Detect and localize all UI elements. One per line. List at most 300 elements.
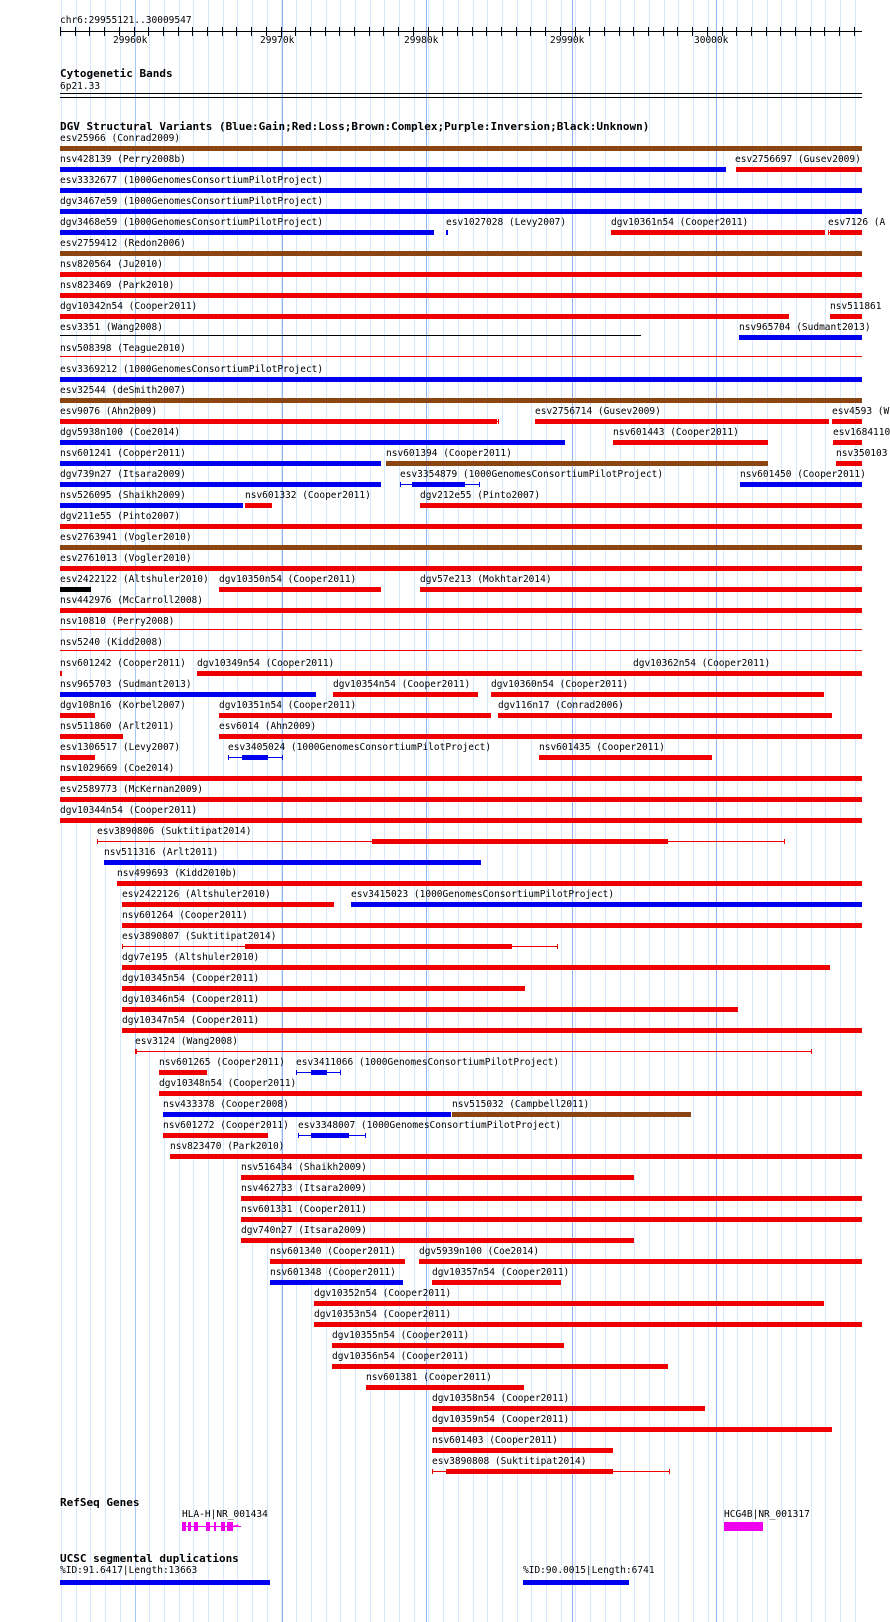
variant-span-cap xyxy=(557,944,558,949)
variant-label[interactable]: esv3890807 (Suktitipat2014) xyxy=(122,931,277,942)
grid-line xyxy=(340,0,341,1622)
variant-label[interactable]: nsv601403 (Cooper2011) xyxy=(432,1435,558,1446)
variant-span-cap xyxy=(228,755,229,760)
grid-line xyxy=(311,0,312,1622)
ruler-tick xyxy=(736,27,737,36)
variant-label[interactable]: nsv499693 (Kidd2010b) xyxy=(117,868,238,879)
variant-label[interactable]: dgv10357n54 (Cooper2011) xyxy=(432,1267,570,1278)
ruler-tick xyxy=(589,27,590,36)
grid-line-major xyxy=(716,0,717,1622)
variant-label[interactable]: dgv10349n54 (Cooper2011) xyxy=(197,658,335,669)
variant-bar[interactable] xyxy=(366,1385,524,1390)
variant-label[interactable]: nsv442976 (McCarroll2008) xyxy=(60,595,203,606)
ruler-tick xyxy=(178,27,179,36)
ruler-tick xyxy=(163,27,164,36)
variant-bar[interactable] xyxy=(117,881,862,886)
variant-bar[interactable] xyxy=(740,482,862,487)
ruler-tick xyxy=(854,27,855,36)
refseq-track-title: RefSeq Genes xyxy=(60,1496,140,1509)
variant-label[interactable]: dgv10344n54 (Cooper2011) xyxy=(60,805,198,816)
ruler-tick xyxy=(236,27,237,36)
variant-label[interactable]: nsv965704 (Sudmant2013) xyxy=(739,322,871,333)
variant-bar[interactable] xyxy=(60,608,862,613)
variant-label[interactable]: nsv511316 (Arlt2011) xyxy=(104,847,219,858)
variant-label[interactable]: nsv462733 (Itsara2009) xyxy=(241,1183,367,1194)
variant-bar[interactable] xyxy=(60,587,91,592)
variant-label[interactable]: dgv10358n54 (Cooper2011) xyxy=(432,1393,570,1404)
variant-label[interactable]: dgv10351n54 (Cooper2011) xyxy=(219,700,357,711)
variant-bar[interactable] xyxy=(245,503,272,508)
variant-bar[interactable] xyxy=(832,419,862,424)
grid-line xyxy=(811,0,812,1622)
variant-bar[interactable] xyxy=(60,818,862,823)
variant-label[interactable]: nsv601272 (Cooper2011) xyxy=(163,1120,289,1131)
variant-label[interactable]: nsv601340 (Cooper2011) xyxy=(270,1246,396,1257)
variant-bar[interactable] xyxy=(446,230,448,235)
gene-exon xyxy=(221,1522,225,1531)
gene-strand-arrow-icon: → xyxy=(233,1520,239,1531)
variant-bar[interactable] xyxy=(611,230,825,235)
variant-bar[interactable] xyxy=(122,923,862,928)
segdup-track-title: UCSC segmental duplications xyxy=(60,1552,239,1565)
variant-bar[interactable] xyxy=(245,944,512,949)
ruler-tick xyxy=(751,27,752,36)
variant-bar[interactable] xyxy=(60,251,862,256)
segdup-label[interactable]: %ID:90.0015|Length:6741 xyxy=(523,1565,655,1576)
variant-span-cap xyxy=(296,1070,297,1075)
variant-label[interactable]: nsv601348 (Cooper2011) xyxy=(270,1267,396,1278)
variant-bar[interactable] xyxy=(432,1280,561,1285)
variant-label[interactable]: esv2589773 (McKernan2009) xyxy=(60,784,203,795)
variant-bar[interactable] xyxy=(60,545,862,550)
variant-bar[interactable] xyxy=(60,734,123,739)
cytoband-track-title: Cytogenetic Bands xyxy=(60,67,173,80)
variant-span-cap xyxy=(669,1469,670,1474)
ruler-tick xyxy=(383,27,384,36)
variant-bar[interactable] xyxy=(491,692,824,697)
variant-span-cap xyxy=(298,1133,299,1138)
ruler-tick xyxy=(251,27,252,36)
variant-label[interactable]: dgv10356n54 (Cooper2011) xyxy=(332,1351,470,1362)
variant-bar[interactable] xyxy=(163,1133,268,1138)
variant-label[interactable]: nsv601381 (Cooper2011) xyxy=(366,1372,492,1383)
variant-label[interactable]: esv7126 (A xyxy=(828,217,886,228)
variant-bar[interactable] xyxy=(332,1343,564,1348)
grid-line xyxy=(252,0,253,1622)
variant-label[interactable]: esv3890806 (Suktitipat2014) xyxy=(97,826,252,837)
variant-label[interactable]: nsv10810 (Perry2008) xyxy=(60,616,175,627)
variant-label[interactable]: nsv601394 (Cooper2011) xyxy=(386,448,512,459)
variant-bar[interactable] xyxy=(420,587,862,592)
variant-bar[interactable] xyxy=(122,1007,738,1012)
variant-bar[interactable] xyxy=(60,398,862,403)
variant-label[interactable]: dgv212e55 (Pinto2007) xyxy=(420,490,541,501)
variant-bar[interactable] xyxy=(539,755,712,760)
variant-label[interactable]: dgv5939n100 (Coe2014) xyxy=(419,1246,540,1257)
ruler-tick-label: 29960k xyxy=(113,35,148,46)
variant-bar[interactable] xyxy=(333,692,478,697)
variant-bar[interactable] xyxy=(60,671,62,676)
variant-bar[interactable] xyxy=(446,1469,613,1474)
variant-label[interactable]: esv6014 (Ahn2009) xyxy=(219,721,317,732)
variant-label[interactable]: esv3415023 (1000GenomesConsortiumPilotProject) xyxy=(351,889,615,900)
variant-label[interactable]: dgv3467e59 (1000GenomesConsortiumPilotProject) xyxy=(60,196,324,207)
variant-bar[interactable] xyxy=(122,965,830,970)
variant-label[interactable]: nsv601435 (Cooper2011) xyxy=(539,742,665,753)
ruler-tick xyxy=(457,27,458,36)
grid-line xyxy=(781,0,782,1622)
variant-bar[interactable] xyxy=(836,461,862,466)
variant-label[interactable]: dgv10350n54 (Cooper2011) xyxy=(219,574,357,585)
variant-label[interactable]: dgv211e55 (Pinto2007) xyxy=(60,511,181,522)
variant-bar[interactable] xyxy=(122,902,334,907)
variant-bar[interactable] xyxy=(241,1217,862,1222)
variant-label[interactable]: nsv823469 (Park2010) xyxy=(60,280,175,291)
ruler-tick xyxy=(810,27,811,36)
variant-bar[interactable] xyxy=(241,1175,634,1180)
variant-bar[interactable] xyxy=(314,1322,862,1327)
variant-bar[interactable] xyxy=(452,1112,691,1117)
variant-bar[interactable] xyxy=(60,692,316,697)
variant-label[interactable]: nsv428139 (Perry2008b) xyxy=(60,154,186,165)
grid-line xyxy=(678,0,679,1622)
variant-label[interactable]: dgv10355n54 (Cooper2011) xyxy=(332,1330,470,1341)
variant-bar[interactable] xyxy=(372,839,668,844)
variant-bar[interactable] xyxy=(242,755,268,760)
variant-bar[interactable] xyxy=(60,461,381,466)
variant-label[interactable]: esv2759412 (Redon2006) xyxy=(60,238,186,249)
variant-bar[interactable] xyxy=(412,482,465,487)
variant-label[interactable]: esv1306517 (Levy2007) xyxy=(60,742,181,753)
grid-line xyxy=(605,0,606,1622)
variant-bar[interactable] xyxy=(60,377,862,382)
ruler-tick xyxy=(369,27,370,36)
variant-label[interactable]: nsv601242 (Cooper2011) xyxy=(60,658,186,669)
variant-bar[interactable] xyxy=(420,503,862,508)
ruler-tick xyxy=(207,27,208,36)
variant-bar[interactable] xyxy=(432,1406,705,1411)
variant-label[interactable]: nsv511861 xyxy=(830,301,882,312)
variant-label[interactable]: esv2756714 (Gusev2009) xyxy=(535,406,661,417)
ruler-tick-label: 29970k xyxy=(260,35,295,46)
variant-label[interactable]: nsv1029669 (Coe2014) xyxy=(60,763,175,774)
variant-bar[interactable] xyxy=(60,314,789,319)
variant-bar[interactable] xyxy=(535,419,829,424)
grid-line xyxy=(208,0,209,1622)
variant-bar[interactable] xyxy=(60,713,95,718)
variant-label[interactable]: dgv3468e59 (1000GenomesConsortiumPilotProject) xyxy=(60,217,324,228)
variant-label[interactable]: esv3369212 (1000GenomesConsortiumPilotProject) xyxy=(60,364,324,375)
gene-exon xyxy=(182,1522,186,1531)
variant-label[interactable]: nsv601331 (Cooper2011) xyxy=(241,1204,367,1215)
variant-bar[interactable] xyxy=(386,461,768,466)
variant-label[interactable]: dgv57e213 (Mokhtar2014) xyxy=(420,574,552,585)
variant-label[interactable]: dgv10359n54 (Cooper2011) xyxy=(432,1414,570,1425)
variant-bar[interactable] xyxy=(60,146,862,151)
ruler-axis xyxy=(60,31,862,32)
grid-line xyxy=(531,0,532,1622)
grid-line xyxy=(634,0,635,1622)
ruler-tick xyxy=(148,27,149,36)
grid-line xyxy=(590,0,591,1622)
variant-bar[interactable] xyxy=(314,1301,824,1306)
ruler-tick xyxy=(766,27,767,36)
variant-label[interactable]: nsv820564 (Ju2010) xyxy=(60,259,163,270)
variant-bar[interactable] xyxy=(60,566,862,571)
grid-line xyxy=(796,0,797,1622)
variant-span-cap xyxy=(432,1469,433,1474)
ruler-tick xyxy=(295,27,296,36)
variant-bar[interactable] xyxy=(833,440,862,445)
variant-bar[interactable] xyxy=(122,1028,862,1033)
variant-label[interactable]: dgv10353n54 (Cooper2011) xyxy=(314,1309,452,1320)
variant-bar[interactable] xyxy=(60,230,434,235)
variant-label[interactable]: esv2422122 (Altshuler2010) xyxy=(60,574,209,585)
ruler-tick xyxy=(222,27,223,36)
variant-bar[interactable] xyxy=(122,986,525,991)
grid-line xyxy=(575,0,576,1622)
variant-label[interactable]: esv3890808 (Suktitipat2014) xyxy=(432,1456,587,1467)
variant-label[interactable]: dgv740n27 (Itsara2009) xyxy=(241,1225,367,1236)
variant-label[interactable]: dgv10345n54 (Cooper2011) xyxy=(122,973,260,984)
variant-span-cap xyxy=(365,1133,366,1138)
grid-line xyxy=(767,0,768,1622)
variant-bar[interactable] xyxy=(60,776,862,781)
grid-line-major xyxy=(572,0,573,1622)
variant-bar[interactable] xyxy=(60,167,726,172)
ruler-tick xyxy=(325,27,326,36)
variant-bar[interactable] xyxy=(60,188,862,193)
variant-label[interactable]: esv2763941 (Vogler2010) xyxy=(60,532,192,543)
variant-label[interactable]: nsv601265 (Cooper2011) xyxy=(159,1057,285,1068)
gene-label[interactable]: HCG4B|NR_001317 xyxy=(724,1509,810,1520)
variant-bar[interactable] xyxy=(270,1259,405,1264)
variant-span-cap xyxy=(97,839,98,844)
grid-line xyxy=(355,0,356,1622)
grid-line xyxy=(237,0,238,1622)
variant-label[interactable]: nsv433378 (Cooper2008) xyxy=(163,1099,289,1110)
variant-label[interactable]: esv3411066 (1000GenomesConsortiumPilotProject) xyxy=(296,1057,560,1068)
grid-line xyxy=(326,0,327,1622)
variant-label[interactable]: dgv108n16 (Korbel2007) xyxy=(60,700,186,711)
variant-label[interactable]: dgv10348n54 (Cooper2011) xyxy=(159,1078,297,1089)
ruler-tick xyxy=(472,27,473,36)
variant-label[interactable]: esv3332677 (1000GenomesConsortiumPilotProject) xyxy=(60,175,324,186)
gene-exon xyxy=(188,1522,191,1531)
ruler-tick xyxy=(663,27,664,36)
variant-bar[interactable] xyxy=(219,713,491,718)
variant-label[interactable]: esv3348007 (1000GenomesConsortiumPilotProject) xyxy=(298,1120,562,1131)
variant-span-cap xyxy=(498,419,499,424)
variant-bar[interactable] xyxy=(60,419,497,424)
ruler-tick xyxy=(75,27,76,36)
track-separator xyxy=(60,97,862,98)
variant-span-cap xyxy=(479,482,480,487)
variant-bar[interactable] xyxy=(419,1259,862,1264)
variant-label[interactable]: dgv7e195 (Altshuler2010) xyxy=(122,952,260,963)
variant-label[interactable]: dgv10347n54 (Cooper2011) xyxy=(122,1015,260,1026)
variant-bar[interactable] xyxy=(60,209,862,214)
ruler-tick xyxy=(648,27,649,36)
variant-bar[interactable] xyxy=(60,503,243,508)
variant-bar[interactable] xyxy=(311,1070,327,1075)
variant-bar[interactable] xyxy=(219,587,381,592)
variant-bar[interactable] xyxy=(830,230,862,235)
variant-label[interactable]: dgv739n27 (Itsara2009) xyxy=(60,469,186,480)
variant-bar[interactable] xyxy=(60,356,862,357)
variant-label[interactable]: esv2761013 (Vogler2010) xyxy=(60,553,192,564)
variant-bar[interactable] xyxy=(498,713,832,718)
variant-label[interactable]: esv4593 (W xyxy=(832,406,890,417)
variant-bar[interactable] xyxy=(135,1049,137,1054)
variant-label[interactable]: esv9076 (Ahn2009) xyxy=(60,406,158,417)
segdup-label[interactable]: %ID:91.6417|Length:13663 xyxy=(60,1565,198,1576)
grid-line xyxy=(281,0,282,1622)
variant-label[interactable]: nsv516434 (Shaikh2009) xyxy=(241,1162,367,1173)
grid-line xyxy=(267,0,268,1622)
ruler-tick xyxy=(310,27,311,36)
ruler-tick xyxy=(604,27,605,36)
variant-bar[interactable] xyxy=(219,734,862,739)
variant-label[interactable]: dgv10342n54 (Cooper2011) xyxy=(60,301,198,312)
variant-bar[interactable] xyxy=(332,1364,668,1369)
variant-bar[interactable] xyxy=(351,902,862,907)
variant-label[interactable]: esv32544 (deSmith2007) xyxy=(60,385,186,396)
variant-label[interactable]: nsv601264 (Cooper2011) xyxy=(122,910,248,921)
variant-label[interactable]: dgv10361n54 (Cooper2011) xyxy=(611,217,749,228)
variant-label[interactable]: dgv10346n54 (Cooper2011) xyxy=(122,994,260,1005)
ruler-tick xyxy=(839,27,840,36)
ruler-tick xyxy=(501,27,502,36)
variant-label[interactable]: nsv601450 (Cooper2011) xyxy=(740,469,866,480)
variant-label[interactable]: esv1027028 (Levy2007) xyxy=(446,217,567,228)
variant-bar[interactable] xyxy=(830,314,862,319)
variant-span-cap xyxy=(340,1070,341,1075)
variant-label[interactable]: dgv5938n100 (Coe2014) xyxy=(60,427,181,438)
variant-bar[interactable] xyxy=(60,293,862,298)
ruler-tick xyxy=(530,27,531,36)
variant-bar[interactable] xyxy=(736,167,862,172)
grid-line xyxy=(223,0,224,1622)
variant-bar[interactable] xyxy=(633,671,862,676)
variant-bar[interactable] xyxy=(60,335,641,336)
grid-line xyxy=(723,0,724,1622)
variant-bar[interactable] xyxy=(60,755,95,760)
ruler-tick xyxy=(339,27,340,36)
variant-label[interactable]: nsv601332 (Cooper2011) xyxy=(245,490,371,501)
ruler-tick xyxy=(692,27,693,36)
segdup-bar[interactable] xyxy=(523,1580,629,1585)
variant-bar[interactable] xyxy=(311,1133,349,1138)
variant-bar[interactable] xyxy=(60,797,862,802)
variant-label[interactable]: esv1684110 xyxy=(833,427,890,438)
gene-exon xyxy=(194,1522,198,1531)
variant-label[interactable]: nsv526095 (Shaikh2009) xyxy=(60,490,186,501)
variant-label[interactable]: esv2422126 (Altshuler2010) xyxy=(122,889,271,900)
variant-bar[interactable] xyxy=(159,1070,207,1075)
ruler-tick-label: 29980k xyxy=(404,35,439,46)
ruler-tick xyxy=(677,27,678,36)
ruler-tick xyxy=(486,27,487,36)
variant-label[interactable]: esv25966 (Conrad2009) xyxy=(60,133,181,144)
ruler-tick xyxy=(795,27,796,36)
variant-bar[interactable] xyxy=(432,1448,613,1453)
variant-label[interactable]: dgv10360n54 (Cooper2011) xyxy=(491,679,629,690)
variant-label[interactable]: dgv10352n54 (Cooper2011) xyxy=(314,1288,452,1299)
variant-label[interactable]: nsv515032 (Campbell2011) xyxy=(452,1099,590,1110)
grid-line xyxy=(664,0,665,1622)
variant-label[interactable]: nsv5240 (Kidd2008) xyxy=(60,637,163,648)
ruler-tick xyxy=(89,27,90,36)
variant-label[interactable]: nsv823470 (Park2010) xyxy=(170,1141,285,1152)
variant-bar[interactable] xyxy=(241,1238,634,1243)
gene-exon xyxy=(206,1522,210,1531)
variant-bar[interactable] xyxy=(60,650,862,651)
ruler-tick xyxy=(192,27,193,36)
gene-exon[interactable] xyxy=(724,1522,763,1531)
variant-bar[interactable] xyxy=(60,629,862,630)
variant-label[interactable]: nsv511860 (Arlt2011) xyxy=(60,721,175,732)
ruler-tick xyxy=(354,27,355,36)
variant-bar[interactable] xyxy=(613,440,768,445)
variant-label[interactable]: nsv350103 xyxy=(836,448,888,459)
variant-bar[interactable] xyxy=(739,335,862,340)
grid-line xyxy=(649,0,650,1622)
variant-bar[interactable] xyxy=(60,272,862,277)
variant-bar[interactable] xyxy=(432,1427,832,1432)
variant-span-cap xyxy=(811,1049,812,1054)
ruler-tick xyxy=(104,27,105,36)
variant-bar[interactable] xyxy=(241,1196,862,1201)
variant-bar[interactable] xyxy=(104,860,481,865)
segdup-bar[interactable] xyxy=(60,1580,270,1585)
ruler-tick-label: 30000k xyxy=(694,35,729,46)
ruler-tick xyxy=(60,27,61,36)
variant-bar[interactable] xyxy=(159,1091,862,1096)
variant-label[interactable]: nsv508398 (Teague2010) xyxy=(60,343,186,354)
grid-line-major xyxy=(282,0,283,1622)
variant-bar[interactable] xyxy=(60,440,565,445)
grid-line xyxy=(825,0,826,1622)
variant-span-line[interactable] xyxy=(135,1051,812,1052)
variant-span-cap xyxy=(784,839,785,844)
variant-label[interactable]: nsv965703 (Sudmant2013) xyxy=(60,679,192,690)
variant-label[interactable]: dgv10362n54 (Cooper2011) xyxy=(633,658,771,669)
gene-label[interactable]: HLA-H|NR_001434 xyxy=(182,1509,268,1520)
variant-bar[interactable] xyxy=(170,1154,862,1159)
ruler-tick xyxy=(398,27,399,36)
variant-span-cap xyxy=(282,755,283,760)
variant-label[interactable]: esv3354879 (1000GenomesConsortiumPilotProject) xyxy=(400,469,664,480)
variant-label[interactable]: esv3124 (Wang2008) xyxy=(135,1036,238,1047)
grid-line xyxy=(708,0,709,1622)
variant-bar[interactable] xyxy=(60,524,862,529)
variant-bar[interactable] xyxy=(163,1112,451,1117)
variant-label[interactable]: dgv10354n54 (Cooper2011) xyxy=(333,679,471,690)
gene-exon xyxy=(214,1522,216,1531)
grid-line xyxy=(737,0,738,1622)
cytoband-label: 6p21.33 xyxy=(60,81,101,92)
variant-bar[interactable] xyxy=(60,482,381,487)
grid-line xyxy=(620,0,621,1622)
variant-label[interactable]: esv3351 (Wang2008) xyxy=(60,322,163,333)
variant-bar[interactable] xyxy=(270,1280,403,1285)
variant-label[interactable]: dgv116n17 (Conrad2006) xyxy=(498,700,624,711)
variant-label[interactable]: esv3405024 (1000GenomesConsortiumPilotProject) xyxy=(228,742,492,753)
variant-label[interactable]: nsv601241 (Cooper2011) xyxy=(60,448,186,459)
variant-label[interactable]: esv2756697 (Gusev2009) xyxy=(735,154,861,165)
variant-label[interactable]: nsv601443 (Cooper2011) xyxy=(613,427,739,438)
